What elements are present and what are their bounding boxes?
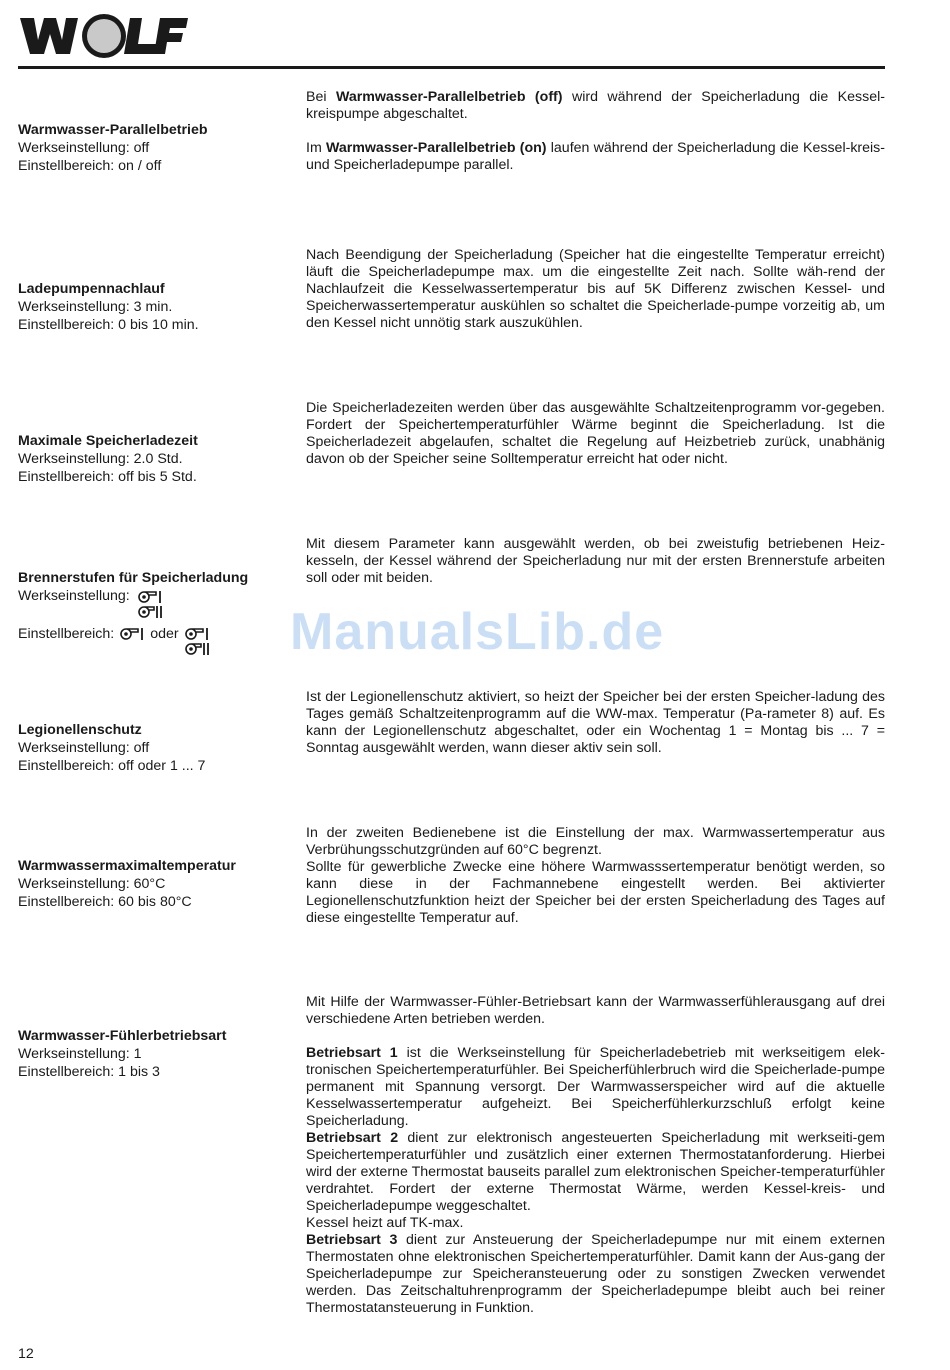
desc-paragraph: Sollte für gewerbliche Zwecke eine höhere Warmwasssertemperatur benötigt werden, so kann diese in der Fachmannebene eingestellt werden. Bei aktivierter Legionellenschutzfunktion heizt der Speicher bei der ersten Speicherladung des Tages auf diese eingestellte Temperatur auf. <box>306 859 885 926</box>
wolf-logo-graphic <box>18 10 188 60</box>
param-description <box>306 400 885 468</box>
param-title: Warmwasser-Parallelbetrieb <box>18 122 208 138</box>
burner-stage-1-icon <box>118 627 146 641</box>
burner-stage-pair <box>183 627 211 656</box>
param-factory-setting: Werkseinstellung: <box>18 587 288 619</box>
param-factory-setting: Werkseinstellung: off <box>18 140 150 156</box>
param-range: Einstellbereich: 0 bis 10 min. <box>18 317 199 333</box>
param-description <box>306 689 885 757</box>
param-range: Einstellbereich: oder <box>18 625 288 656</box>
desc-paragraph: Mit diesem Parameter kann ausgewählt werden, ob bei zweistufig betriebenen Heiz-kesseln, der Kessel während der Speicherladung nur mit der ersten Brennerstufe arbeiten soll oder mit beiden. <box>306 536 885 586</box>
mode-paragraph: Betriebsart 3 dient zur Ansteuerung der Speicherladepumpe nur mit einem externen Thermostaten ohne elektronischen Speichertemperaturfühler. Damit kann der Aus-gang der Speicherladepumpe zur Speicheransteuerung oder zu sonstigen Zwecken verwendet werden. Das Zeitschaltuhrenprogramm der Speicherladepumpe bleibt auch bei reiner Thermostatansteuerung in Funktion. <box>306 1232 885 1316</box>
header-rule <box>18 66 885 69</box>
burner-stage-2-icon <box>183 642 211 656</box>
param-description <box>306 994 885 1317</box>
param-brennerstufen <box>18 569 288 656</box>
mode-paragraph: Kessel heizt auf TK-max. <box>306 1215 464 1231</box>
param-description <box>306 247 885 332</box>
param-title: Legionellenschutz <box>18 722 142 738</box>
param-range: Einstellbereich: 1 bis 3 <box>18 1064 160 1080</box>
param-legionellenschutz <box>18 721 288 775</box>
param-range: Einstellbereich: 60 bis 80°C <box>18 894 192 910</box>
param-warmwasser-fuehlerbetriebsart <box>18 1027 288 1081</box>
param-title: Brennerstufen für Speicherladung <box>18 570 249 586</box>
param-warmwasser-parallelbetrieb <box>18 121 288 175</box>
param-factory-setting: Werkseinstellung: off <box>18 740 150 756</box>
wolf-logo <box>18 10 188 60</box>
param-warmwassermaximaltemperatur <box>18 857 288 911</box>
param-description <box>306 825 885 927</box>
param-range: Einstellbereich: on / off <box>18 158 162 174</box>
param-factory-setting: Werkseinstellung: 3 min. <box>18 299 173 315</box>
param-title: Maximale Speicherladezeit <box>18 433 198 449</box>
desc-paragraph: Die Speicherladezeiten werden über das ausgewählte Schaltzeitenprogramm vor-gegeben. Fordert der Speichertemperaturfühler Wärme beginnt die Speicherladung. Ist die Speicherladezeit abgelaufen, schaltet die Regelung auf Heizbetrieb zurück, unabhänig davon ob der Speicher seine Solltemperatur erreicht hat oder nicht. <box>306 400 885 467</box>
param-description <box>306 536 885 587</box>
burner-stage-1-icon <box>183 627 211 641</box>
desc-paragraph: Bei Warmwasser-Parallelbetrieb (off) wird während der Speicherladung die Kessel-kreispumpe abgeschaltet. <box>306 89 885 122</box>
mode-paragraph: Betriebsart 1 ist die Werkseinstellung für Speicherladebetrieb mit werkseitigem elek-tronischen Speichertemperaturfühler. Bei Speicherfühlerbruch wird die Speicherlade-pumpe permanent mit Spannung versorgt. Der Warmwasserspeicher wird auf die aktuelle Kesselwassertemperatur aufgeheizt. Bei Speicherfühlerkurzschluß erfolgt keine Speicherladung. <box>306 1045 885 1129</box>
burner-stage-1-icon <box>136 590 164 604</box>
param-range: Einstellbereich: off oder 1 ... 7 <box>18 758 206 774</box>
desc-paragraph: Im Warmwasser-Parallelbetrieb (on) laufen während der Speicherladung die Kessel-kreis- und Speicherladepumpe parallel. <box>306 140 885 173</box>
param-title: Warmwasser-Fühlerbetriebsart <box>18 1028 227 1044</box>
param-range: Einstellbereich: off bis 5 Std. <box>18 469 197 485</box>
desc-paragraph: Ist der Legionellenschutz aktiviert, so heizt der Speicher bei der ersten Speicher-ladung des Tages gemäß Schaltzeitenprogramm auf die WW-max. Temperatur (Pa-rameter 8) auf. Es kann der Legionellenschutz abgeschaltet, oder ein Wochentag 1 = Montag bis ... 7 = Sonntag ausgewählt werden, wann dieser aktiv sein soll. <box>306 689 885 756</box>
param-factory-setting: Werkseinstellung: 60°C <box>18 876 166 892</box>
param-factory-setting: Werkseinstellung: 1 <box>18 1046 142 1062</box>
param-maximale-speicherladezeit <box>18 432 288 486</box>
param-title: Warmwassermaximaltemperatur <box>18 858 236 874</box>
desc-paragraph: Mit Hilfe der Warmwasser-Fühler-Betriebsart kann der Warmwasserfühlerausgang auf drei verschiedene Arten betrieben werden. <box>306 994 885 1027</box>
param-title: Ladepumpennachlauf <box>18 281 165 297</box>
burner-stage-pair <box>136 590 164 619</box>
page-number: 12 <box>18 1346 34 1362</box>
param-description <box>306 89 885 174</box>
param-factory-setting: Werkseinstellung: 2.0 Std. <box>18 451 183 467</box>
mode-paragraph: Betriebsart 2 dient zur elektronisch angesteuerten Speicherladung mit werkseiti-gem Speichertemperaturfühler und zusätzlich einer externen Thermostatanforderung. Hierbei wird der externe Thermostat bauseits parallel zum elektronischen Speicher-temperaturfühler verdrahtet. Fordert der externe Thermostat Wärme, werden Kessel-kreis- und Speicherladepumpe weggeschaltet. <box>306 1130 885 1214</box>
desc-paragraph: In der zweiten Bedienebene ist die Einstellung der max. Warmwassertemperatur aus Verbrühungsschutzgründen auf 60°C begrenzt. <box>306 825 885 858</box>
watermark: ManualsLib.de <box>290 603 665 661</box>
param-ladepumpennachlauf <box>18 280 288 334</box>
burner-stage-2-icon <box>136 605 164 619</box>
desc-paragraph: Nach Beendigung der Speicherladung (Speicher hat die eingestellte Temperatur erreicht) läuft die Speicherladepumpe max. um die eingestellte Zeit nach. Sollte wäh-rend der Nachlaufzeit die Kesselwassertemperatur bis auf 5K Differenz zwischen Kessel- und Speicherwassertemperatur auskühlen so schaltet die Speicherlade-pumpe vorzeitig ab, um den Kessel nicht unnötig stark auszukühlen. <box>306 247 885 331</box>
